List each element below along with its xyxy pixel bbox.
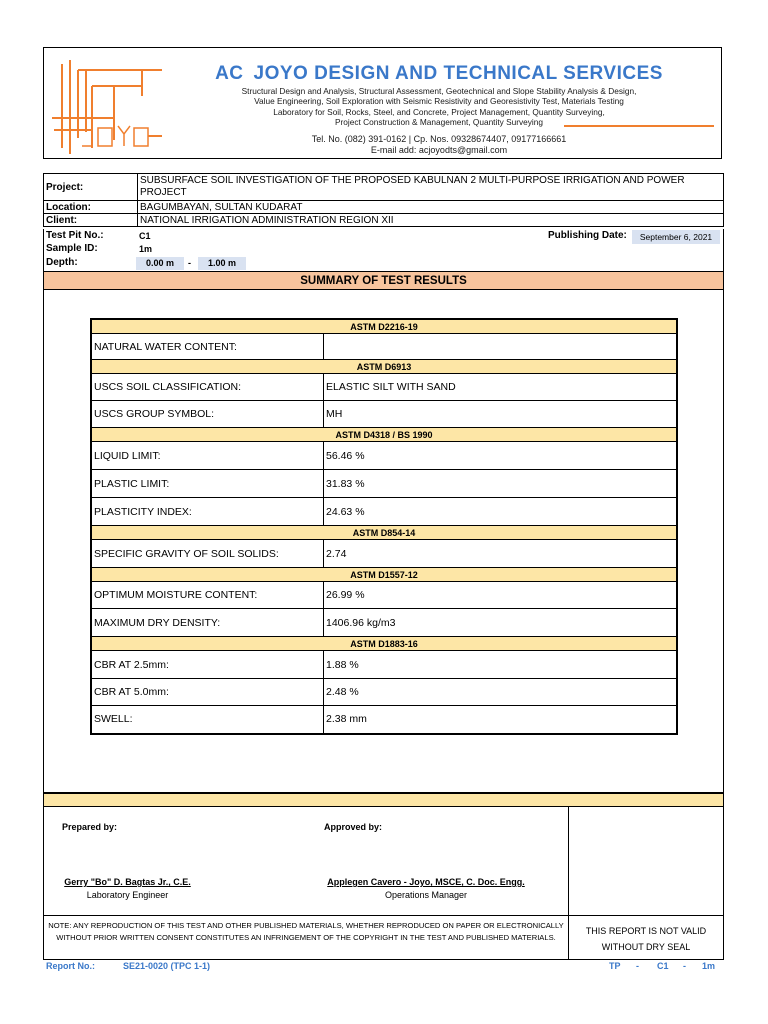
publishing-date-value: September 6, 2021: [632, 230, 720, 244]
location-label: Location:: [44, 201, 138, 214]
signature-divider: [568, 807, 569, 960]
report-number-value: SE21-0020 (TPC 1-1): [123, 961, 211, 971]
section-header: ASTM D2216-19: [91, 319, 677, 334]
company-logo-icon: [52, 56, 162, 154]
sample-id-label: Sample ID:: [46, 243, 98, 254]
report-number-label: Report No.:: [46, 961, 95, 971]
client-label: Client:: [44, 214, 138, 227]
email-address: E-mail add: acjoyodts@gmail.com: [370, 145, 508, 155]
section-header: ASTM D1883-16: [91, 637, 677, 651]
note-divider: [43, 915, 724, 916]
table-row: USCS SOIL CLASSIFICATION: ELASTIC SILT WITH SAND: [91, 374, 677, 401]
test-pit-value: C1: [139, 231, 151, 241]
footer-depth: 1m: [702, 961, 716, 971]
footer-dash: -: [636, 961, 639, 971]
location-value: BAGUMBAYAN, SULTAN KUDARAT: [138, 201, 724, 214]
company-name: AC JOYO DESIGN AND TECHNICAL SERVICES: [215, 63, 663, 84]
approved-by-label: Approved by:: [324, 822, 383, 832]
table-row: SWELL: 2.38 mm: [91, 706, 677, 734]
prepared-by-name: Gerry "Bo" D. Bagtas Jr., C.E.: [64, 877, 191, 887]
table-row: PLASTIC LIMIT: 31.83 %: [91, 470, 677, 498]
approved-by-name: Applegen Cavero - Joyo, MSCE, C. Doc. Engg.: [327, 877, 525, 887]
letterhead: [43, 47, 722, 159]
table-row: USCS GROUP SYMBOL: MH: [91, 401, 677, 428]
section-header: ASTM D4318 / BS 1990: [91, 428, 677, 442]
contact-info: [199, 134, 679, 156]
table-row: CBR AT 2.5mm: 1.88 %: [91, 651, 677, 679]
approved-by-title: Operations Manager: [384, 890, 468, 900]
divider-bar: [43, 793, 724, 807]
test-pit-label: Test Pit No.:: [46, 230, 104, 241]
table-row: LIQUID LIMIT: 56.46 %: [91, 442, 677, 470]
services-text: Structural Design and Analysis, Structural Assessment, Geotechnical and Slope Stability Analysis & Design, Value Engineering, Soil Exploration with Seismic Resistivity and Georesistivity Test, Materials Testing Laboratory for Soil, Rocks, Steel, and Concrete, Project Management, Quantity Surveying, Project Construction & Management, Quantity Surveying: [241, 86, 637, 127]
summary-title: SUMMARY OF TEST RESULTS: [43, 271, 724, 290]
prepared-by-title: Laboratory Engineer: [86, 890, 169, 900]
section-header: ASTM D6913: [91, 360, 677, 374]
prepared-by-label: Prepared by:: [62, 822, 118, 832]
results-table: [90, 318, 678, 735]
depth-label: Depth:: [46, 257, 78, 268]
footer-pit: C1: [657, 961, 669, 971]
depth-to: 1.00 m: [198, 257, 246, 270]
section-header: ASTM D1557-12: [91, 568, 677, 582]
client-value: NATIONAL IRRIGATION ADMINISTRATION REGION XII: [138, 214, 724, 227]
table-row: PLASTICITY INDEX: 24.63 %: [91, 498, 677, 526]
phone-numbers: Tel. No. (082) 391-0162 | Cp. Nos. 09328674407, 09177166661: [311, 134, 567, 144]
publishing-date-label: Publishing Date:: [548, 230, 627, 241]
depth-separator: -: [188, 258, 191, 268]
table-row: MAXIMUM DRY DENSITY: 1406.96 kg/m3: [91, 609, 677, 637]
depth-from: 0.00 m: [136, 257, 184, 270]
table-row: CBR AT 5.0mm: 2.48 %: [91, 679, 677, 706]
table-row: SPECIFIC GRAVITY OF SOIL SOLIDS: 2.74: [91, 540, 677, 568]
validity-notice: THIS REPORT IS NOT VALID WITHOUT DRY SEAL: [585, 926, 707, 952]
table-row: OPTIMUM MOISTURE CONTENT: 26.99 %: [91, 582, 677, 609]
copyright-note: NOTE: ANY REPRODUCTION OF THIS TEST AND OTHER PUBLISHED MATERIALS, WHETHER REPRODUCED ON PAPER OR ELECTRONICALLY WITHOUT PRIOR WRITTEN CONSENT CONSTITUTES AN INFRINGEMENT OF THE COPYRIGHT IN THE TEST AND PUBLISHED MATERIALS.: [48, 921, 564, 942]
table-row: NATURAL WATER CONTENT:: [91, 334, 677, 360]
project-info-table: [43, 173, 724, 227]
footer-dash: -: [683, 961, 686, 971]
project-label: Project:: [44, 174, 138, 201]
footer-tp: TP: [609, 961, 621, 971]
section-header: ASTM D854-14: [91, 526, 677, 540]
project-value: SUBSURFACE SOIL INVESTIGATION OF THE PROPOSED KABULNAN 2 MULTI-PURPOSE IRRIGATION AND POWER PROJECT: [138, 174, 724, 201]
sample-id-value: 1m: [139, 244, 153, 254]
